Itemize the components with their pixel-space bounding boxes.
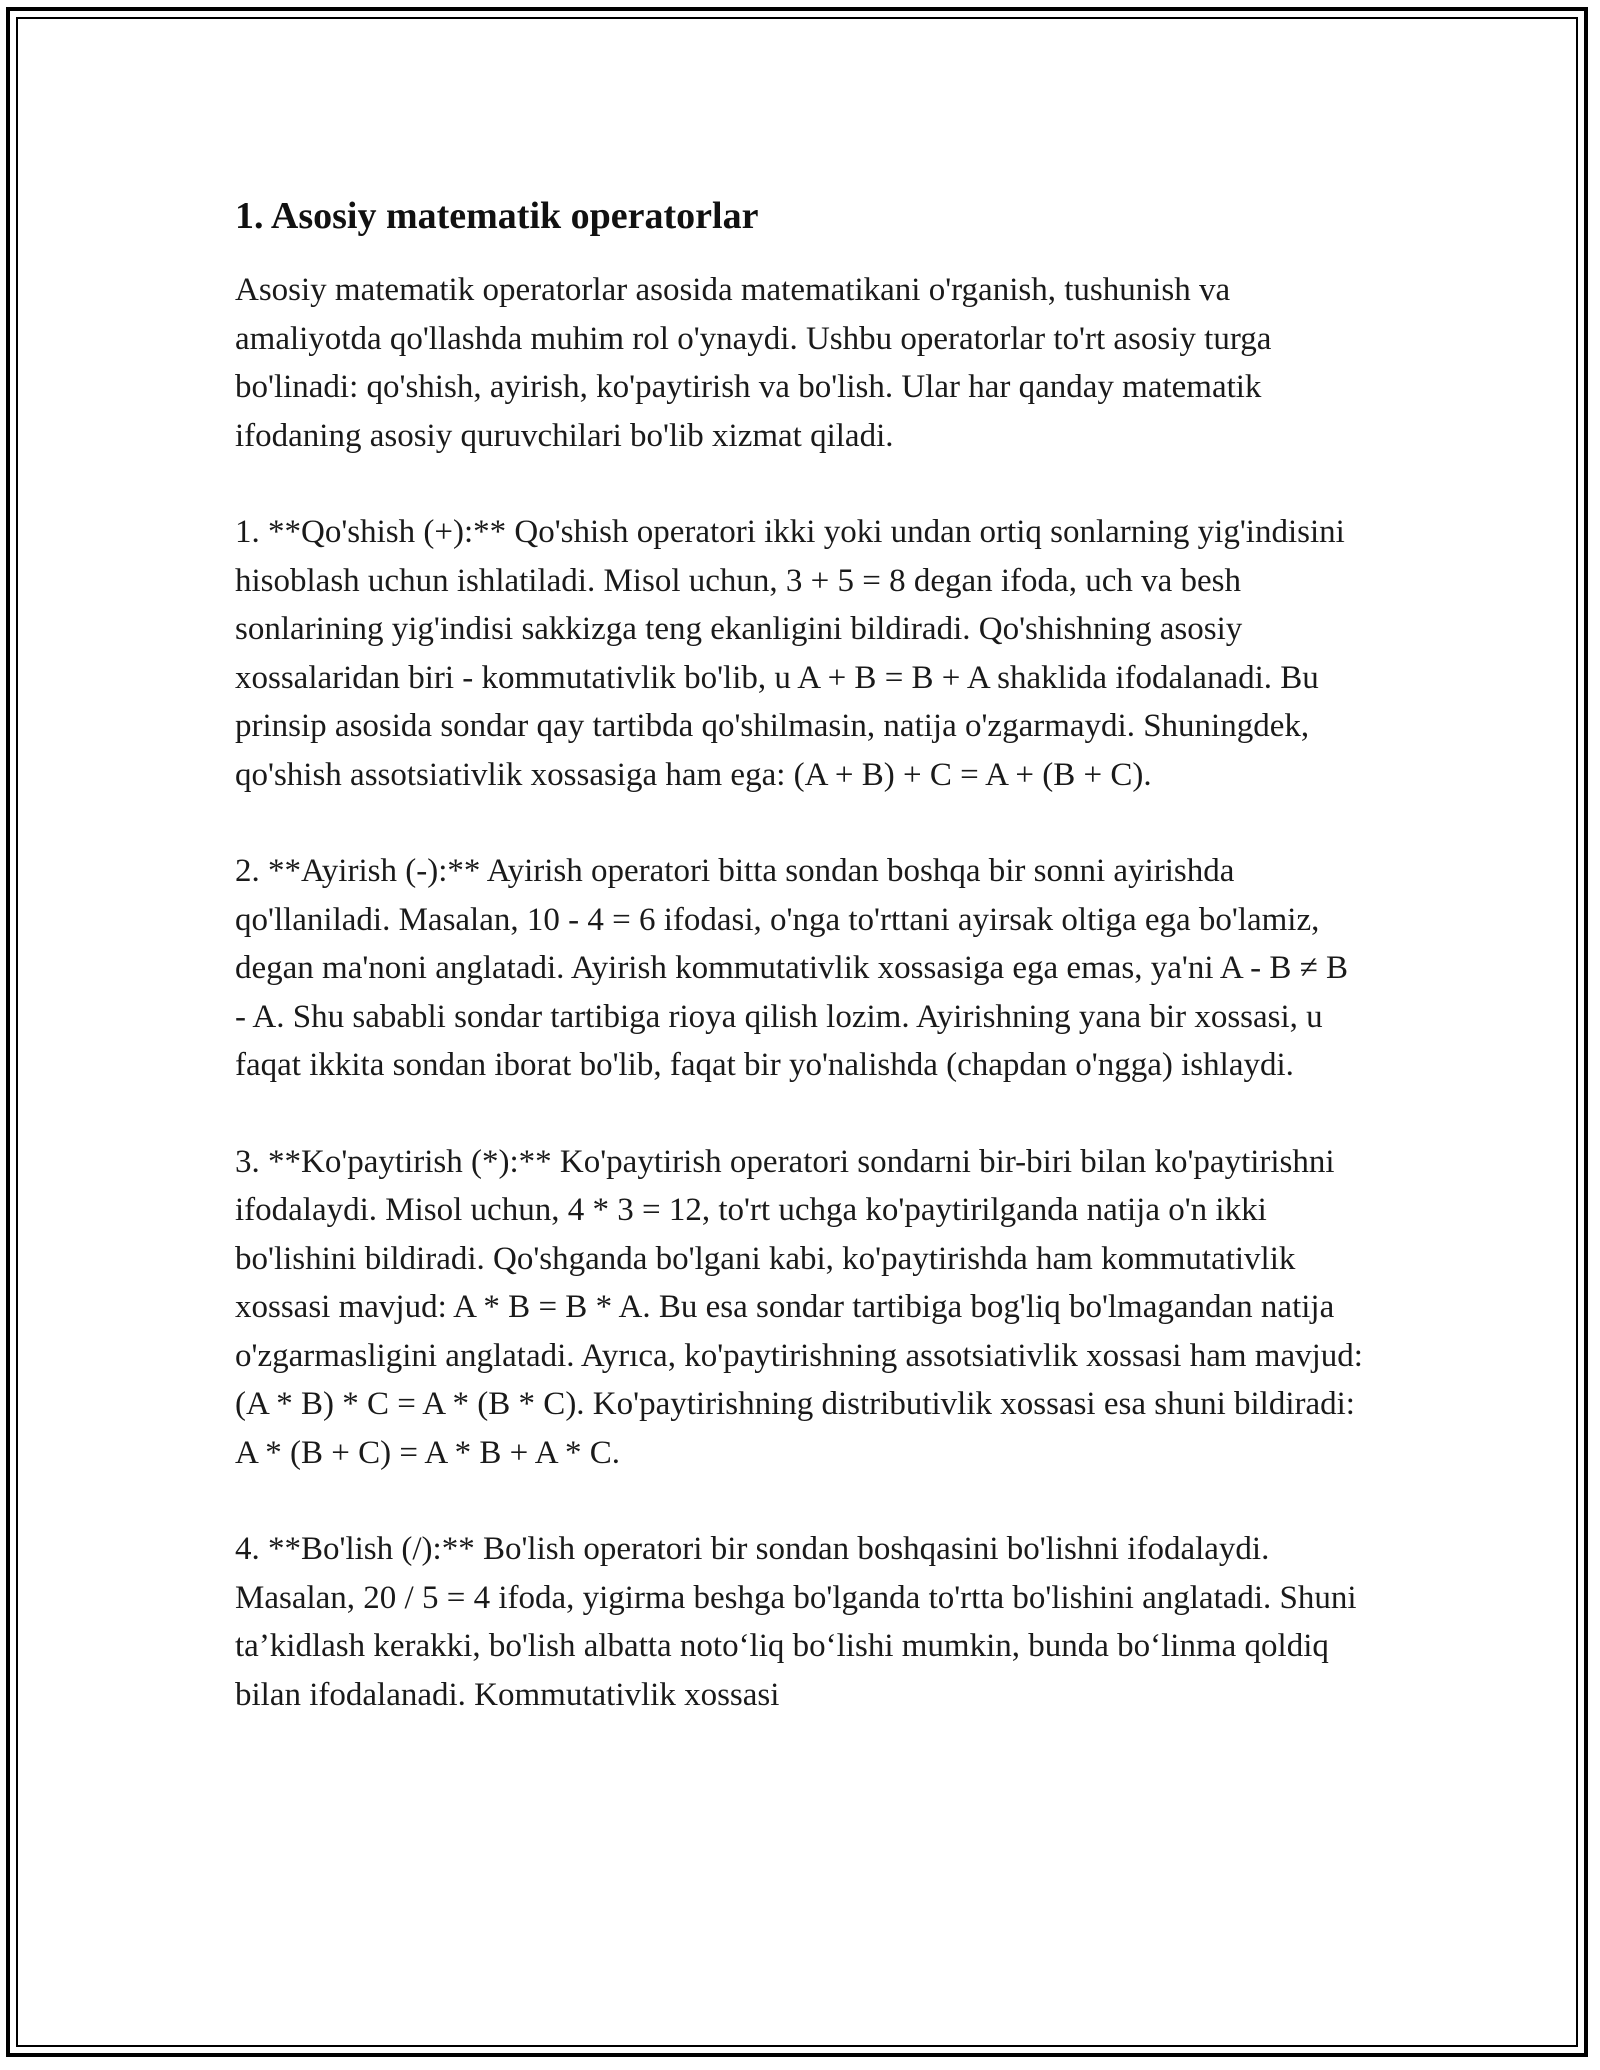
section-heading: 1. Asosiy matematik operatorlar (235, 195, 759, 237)
division-paragraph: 4. **Bo'lish (/):** Bo'lish operatori bir sondan boshqasini bo'lishni ifodalaydi. Masalan, 20 / 5 = 4 ifoda, yigirma beshga bo'lganda to'rtta bo'lishini anglatadi. Shuni ta’kidlash kerakki, bo'lish albatta noto‘liq bo‘lishi mumkin, bunda bo‘linma qoldiq bilan ifodalanadi. Kommutativlik xossasi (235, 1531, 1357, 1713)
subtraction-paragraph: 2. **Ayirish (-):** Ayirish operatori bitta sondan boshqa bir sonni ayirishda qo'llaniladi. Masalan, 10 - 4 = 6 ifodasi, o'nga to'rttani ayirsak oltiga ega bo'lamiz, degan ma'noni anglatadi. Ayirish kommutativlik xossasiga ega emas, ya'ni A - B ≠ B - A. Shu sababli sondar tartibiga rioya qilish lozim. Ayirishning yana bir xossasi, u faqat ikkita sondan iborat bo'lib, faqat bir yo'nalishda (chapdan o'ngga) ishlaydi. (235, 853, 1349, 1083)
document-body (235, 188, 1365, 1767)
intro-paragraph: Asosiy matematik operatorlar asosida matematikani o'rganish, tushunish va amaliyotda qo'llashda muhim rol o'ynaydi. Ushbu operatorlar to'rt asosiy turga bo'linadi: qo'shish, ayirish, ko'paytirish va bo'lish. Ular har qanday matematik ifodaning asosiy quruvchilari bo'lib xizmat qiladi. (235, 272, 1272, 454)
multiplication-paragraph: 3. **Ko'paytirish (*):** Ko'paytirish operatori sondarni bir-biri bilan ko'paytirishni ifodalaydi. Misol uchun, 4 * 3 = 12, to'rt uchga ko'paytirilganda natija o'n ikki bo'lishini bildiradi. Qo'shganda bo'lgani kabi, ko'paytirishda ham kommutativlik xossasi mavjud: A * B = B * A. Bu esa sondar tartibiga bog'liq bo'lmagandan natija o'zgarmasligini anglatadi. Ayrıca, ko'paytirishning assotsiativlik xossasi ham mavjud: (A * B) * C = A * (B * C). Ko'paytirishning distributivlik xossasi esa shuni bildiradi: A * (B + C) = A * B + A * C. (235, 1143, 1363, 1471)
addition-paragraph: 1. **Qo'shish (+):** Qo'shish operatori ikki yoki undan ortiq sonlarning yig'indisini hisoblash uchun ishlatiladi. Misol uchun, 3 + 5 = 8 degan ifoda, uch va besh sonlarining yig'indisi sakkizga teng ekanligini bildiradi. Qo'shishning asosiy xossalaridan biri - kommutativlik bo'lib, u A + B = B + A shaklida ifodalanadi. Bu prinsip asosida sondar qay tartibda qo'shilmasin, natija o'zgarmaydi. Shuningdek, qo'shish assotsiativlik xossasiga ham ega: (A + B) + C = A + (B + C). (235, 514, 1345, 793)
